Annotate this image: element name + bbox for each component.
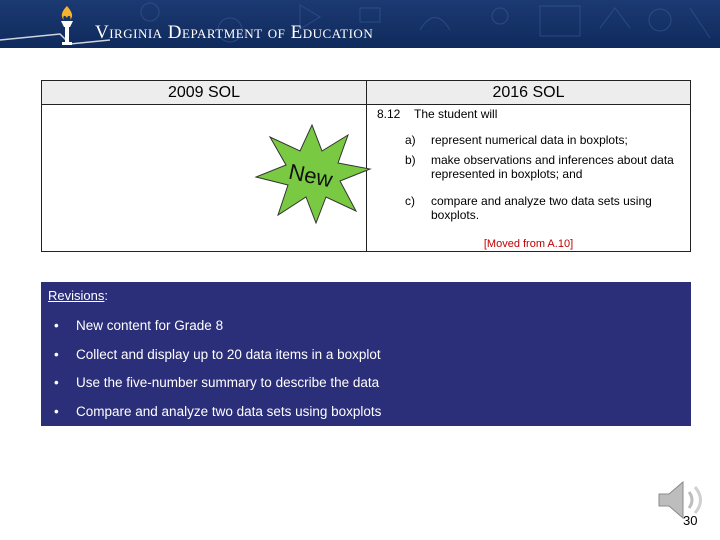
revisions-title-text: Revisions [48, 288, 105, 303]
moved-note: [Moved from A.10] [483, 238, 574, 250]
revision-text: Collect and display up to 20 data items in a boxplot [76, 347, 381, 362]
part-label: b) [405, 153, 416, 167]
revision-item [54, 404, 381, 419]
part-label: a) [405, 133, 416, 147]
page-number: 30 [683, 513, 698, 528]
revisions-title [48, 288, 108, 303]
revision-text: Compare and analyze two data sets using boxplots [76, 404, 382, 419]
part-text: compare and analyze two data sets using boxplots. [431, 194, 652, 222]
bullet: • [54, 404, 59, 419]
column-header-2016: 2016 SOL [367, 81, 690, 105]
bullet: • [54, 347, 59, 362]
column-header-2009: 2009 SOL [42, 81, 366, 105]
revision-text: New content for Grade 8 [76, 318, 224, 333]
revision-item [54, 347, 381, 362]
header-banner [0, 0, 720, 48]
part-text: make observations and inferences about data represented in boxplots; and [431, 153, 674, 181]
revision-item [54, 318, 223, 333]
part-label: c) [405, 194, 415, 208]
part-text: represent numerical data in boxplots; [431, 133, 628, 147]
revisions-title-colon: : [104, 288, 108, 303]
standard-number: 8.12 [377, 107, 401, 121]
bullet: • [54, 375, 59, 390]
bullet: • [54, 318, 59, 333]
revisions-panel [41, 282, 691, 426]
banner-title: Virginia Department of Education [95, 22, 374, 43]
standard-stem [377, 107, 497, 121]
new-starburst-badge [252, 121, 372, 225]
sol-comparison-table [41, 80, 691, 252]
revision-item [54, 375, 379, 390]
torch-logo-icon [50, 4, 84, 46]
revision-text: Use the five-number summary to describe the data [76, 375, 380, 390]
standard-stem-text: The student will [414, 107, 498, 121]
new-badge-label: New [286, 158, 335, 193]
